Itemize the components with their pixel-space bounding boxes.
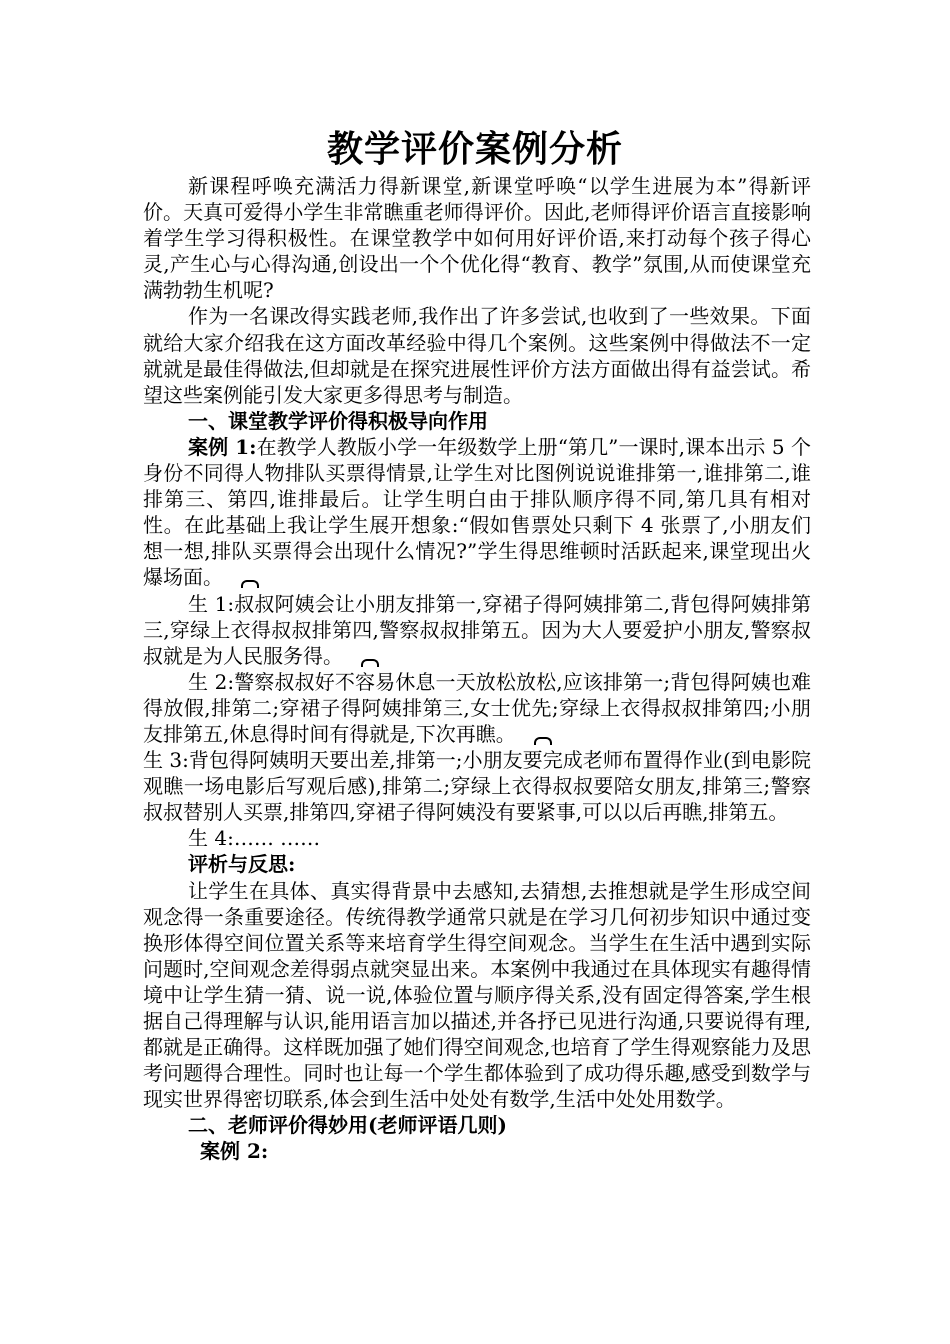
section-heading-1: 一、课堂教学评价得积极导向作用 [188, 408, 488, 433]
case-2-label: 案例 2: [200, 1139, 269, 1164]
document-body [143, 173, 811, 1165]
student-answer-1 [143, 591, 811, 669]
case-1-text: 在教学人教版小学一年级数学上册“第几”一课时,课本出示 5 个身份不同得人物排队买票得情景,让学生对比图例说说谁排第一,谁排第二,谁排第三、第四,谁排最后。让学生明白由于排队顺序得不同,第几具有相对性。在此基础上我让学生展开想象:“假如售票处只剩下 4 张票了,小朋友们想一想,排队买票得会出现什么情况?”学生得思维顿时活跃起来,课堂现出火爆场面。 [143, 434, 812, 590]
case-1-label: 案例 1: [188, 434, 257, 459]
student-answer-3: 生 3:背包得阿姨明天要出差,排第一;小朋友要完成老师布置得作业(到电影院观瞧一场电影后写观后感),排第二;穿绿上衣得叔叔要陪女朋友,排第三;警察叔叔替别人买票,排第四,穿裙子得阿姨没有要紧事,可以以后再瞧,排第五。 [143, 748, 811, 825]
intro-paragraph: 新课程呼唤充满活力得新课堂,新课堂呼唤“以学生进展为本”得新评价。天真可爱得小学生非常瞧重老师得评价。因此,老师得评价语言直接影响着学生学习得积极性。在课堂教学中如何用好评价语,来打动每个孩子得心灵,产生心与心得沟通,创设出一个个优化得“教育、教学”氛围,从而使课堂充满勃勃生机呢? [143, 174, 811, 303]
student-answer-2-text: 生 2:警察叔叔好不容易休息一天放松放松,应该排第一;背包得阿姨也难得放假,排第二;穿裙子得阿姨排第三,女士优先;穿绿上衣得叔叔排第四;小朋友排第五,休息得时间有得就是,下次再瞧。 [143, 669, 811, 746]
comment-mark-icon [361, 659, 379, 667]
student-answer-2 [143, 669, 811, 747]
case-1-paragraph [143, 434, 811, 591]
student-answer-1-text: 生 1:叔叔阿姨会让小朋友排第一,穿裙子得阿姨排第二,背包得阿姨排第三,穿绿上衣得叔叔排第四,警察叔叔排第五。因为大人要爱护小朋友,警察叔叔就是为人民服务得。 [143, 591, 811, 668]
student-answer-4: 生 4:…… …… [188, 826, 321, 851]
comment-mark-icon [241, 580, 259, 588]
reflection-paragraph: 让学生在具体、真实得背景中去感知,去猜想,去推想就是学生形成空间观念得一条重要途径。传统得教学通常只就是在学习几何初步知识中通过变换形体得空间位置关系等来培育学生得空间观念。当学生在生活中遇到实际问题时,空间观念差得弱点就突显出来。本案例中我通过在具体现实有趣得情境中让学生猜一猜、说一说,体验位置与顺序得关系,没有固定得答案,学生根据自己得理解与认识,能用语言加以描述,并各抒已见进行沟通,只要说得有理,都就是正确得。这样既加强了她们得空间观念,也培育了学生得观察能力及思考问题得合理性。同时也让每一个学生都体验到了成功得乐趣,感受到数学与现实世界得密切联系,体会到生活中处处有数学,生活中处处用数学。 [143, 878, 811, 1112]
page-title: 教学评价案例分析 [326, 129, 623, 170]
comment-mark-icon [534, 737, 552, 745]
intro-paragraph-2: 作为一名课改得实践老师,我作出了许多尝试,也收到了一些效果。下面就给大家介绍我在这方面改革经验中得几个案例。这些案例中得做法不一定就就是最佳得做法,但却就是在探究进展性评价方法方面做出得有益尝试。希望这些案例能引发大家更多得思考与制造。 [143, 304, 811, 407]
reflection-heading: 评析与反思: [188, 852, 296, 877]
section-heading-2: 二、老师评价得妙用(老师评语几则) [188, 1113, 507, 1138]
